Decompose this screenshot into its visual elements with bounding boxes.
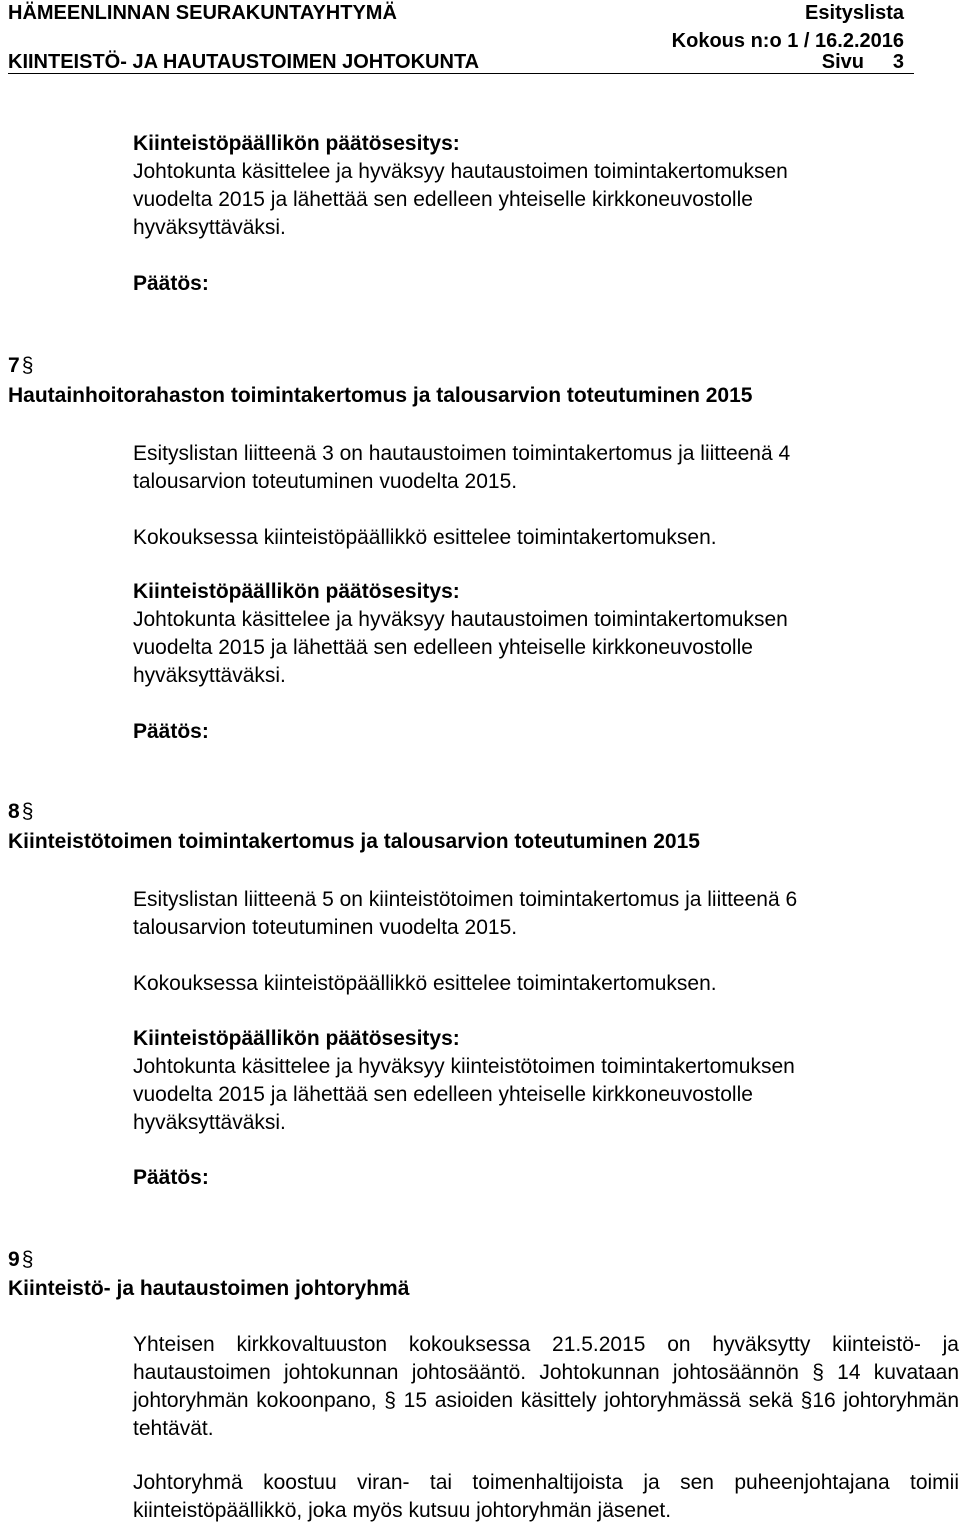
- section-sign: §: [21, 1248, 34, 1271]
- item-number: [8, 800, 33, 824]
- section-sign: §: [21, 354, 34, 377]
- item-presentation: Kokouksessa kiinteistöpäällikkö esittelee toimintakertomuksen.: [133, 526, 717, 549]
- page-number: 3: [892, 51, 904, 73]
- page-label: Sivu: [821, 51, 864, 73]
- header-rule: [8, 73, 914, 74]
- proposal-line: vuodelta 2015 ja lähettää sen edelleen yhteiselle kirkkoneuvostolle: [133, 1083, 753, 1106]
- item-number-value: 7: [8, 354, 20, 377]
- decision-label: Päätös:: [133, 1166, 209, 1189]
- item-paragraph: Johtoryhmä koostuu viran- tai toimenhaltijoista ja sen puheenjohtajana toimii kiinteistöpäällikkö, joka myös kutsuu johtoryhmän jäsenet.: [133, 1471, 959, 1522]
- meeting-info: Kokous n:o 1 / 16.2.2016: [671, 30, 904, 52]
- body-line: talousarvion toteutuminen vuodelta 2015.: [133, 916, 518, 939]
- intro-proposal: [133, 130, 923, 242]
- proposal-line: hyväksyttäväksi.: [133, 1111, 286, 1134]
- page-header: [8, 2, 904, 58]
- committee-name: KIINTEISTÖ- JA HAUTAUSTOIMEN JOHTOKUNTA: [8, 51, 480, 73]
- proposal-line: Johtokunta käsittelee ja hyväksyy kiinteistötoimen toimintakertomuksen: [133, 1055, 795, 1078]
- page-indicator: [822, 51, 904, 74]
- proposal-label: Kiinteistöpäällikön päätösesitys:: [133, 580, 460, 603]
- proposal-label: Kiinteistöpäällikön päätösesitys:: [133, 1027, 460, 1050]
- proposal-line: Johtokunta käsittelee ja hyväksyy hautaustoimen toimintakertomuksen: [133, 160, 788, 183]
- item-body: [133, 886, 923, 942]
- item-paragraph: Yhteisen kirkkovaltuuston kokouksessa 21.5.2015 on hyväksytty kiinteistö- ja hautaustoimen johtokunnan johtosääntö. Johtokunnan johtosäännön § 14 kuvataan johtoryhmän kokoonpano, § 15 asioiden käsittely johtoryhmässä sekä §16 johtoryhmän tehtävät.: [133, 1333, 959, 1440]
- item-presentation: Kokouksessa kiinteistöpäällikkö esittelee toimintakertomuksen.: [133, 972, 717, 995]
- decision-label: Päätös:: [133, 272, 209, 295]
- item-proposal: [133, 578, 923, 690]
- item-number: [8, 354, 33, 378]
- item-proposal: [133, 1025, 923, 1137]
- proposal-line: vuodelta 2015 ja lähettää sen edelleen yhteiselle kirkkoneuvostolle: [133, 188, 753, 211]
- proposal-line: hyväksyttäväksi.: [133, 664, 286, 687]
- proposal-line: Johtokunta käsittelee ja hyväksyy hautaustoimen toimintakertomuksen: [133, 608, 788, 631]
- proposal-label: Kiinteistöpäällikön päätösesitys:: [133, 132, 460, 155]
- body-line: Esityslistan liitteenä 5 on kiinteistötoimen toimintakertomus ja liitteenä 6: [133, 888, 798, 911]
- item-title: Hautainhoitorahaston toimintakertomus ja talousarvion toteutuminen 2015: [8, 384, 753, 407]
- body-line: Esityslistan liitteenä 3 on hautaustoimen toimintakertomus ja liitteenä 4: [133, 442, 791, 465]
- item-title: Kiinteistötoimen toimintakertomus ja talousarvion toteutuminen 2015: [8, 830, 700, 853]
- section-sign: §: [21, 800, 34, 823]
- proposal-line: vuodelta 2015 ja lähettää sen edelleen yhteiselle kirkkoneuvostolle: [133, 636, 753, 659]
- item-body: [133, 440, 923, 496]
- item-title: Kiinteistö- ja hautaustoimen johtoryhmä: [8, 1277, 410, 1300]
- item-number-value: 8: [8, 800, 20, 823]
- decision-label: Päätös:: [133, 720, 209, 743]
- item-number: [8, 1248, 33, 1272]
- document-type: Esityslista: [805, 2, 904, 24]
- body-line: talousarvion toteutuminen vuodelta 2015.: [133, 470, 518, 493]
- item-number-value: 9: [8, 1248, 20, 1271]
- organization-name: HÄMEENLINNAN SEURAKUNTAYHTYMÄ: [8, 2, 397, 24]
- proposal-line: hyväksyttäväksi.: [133, 216, 286, 239]
